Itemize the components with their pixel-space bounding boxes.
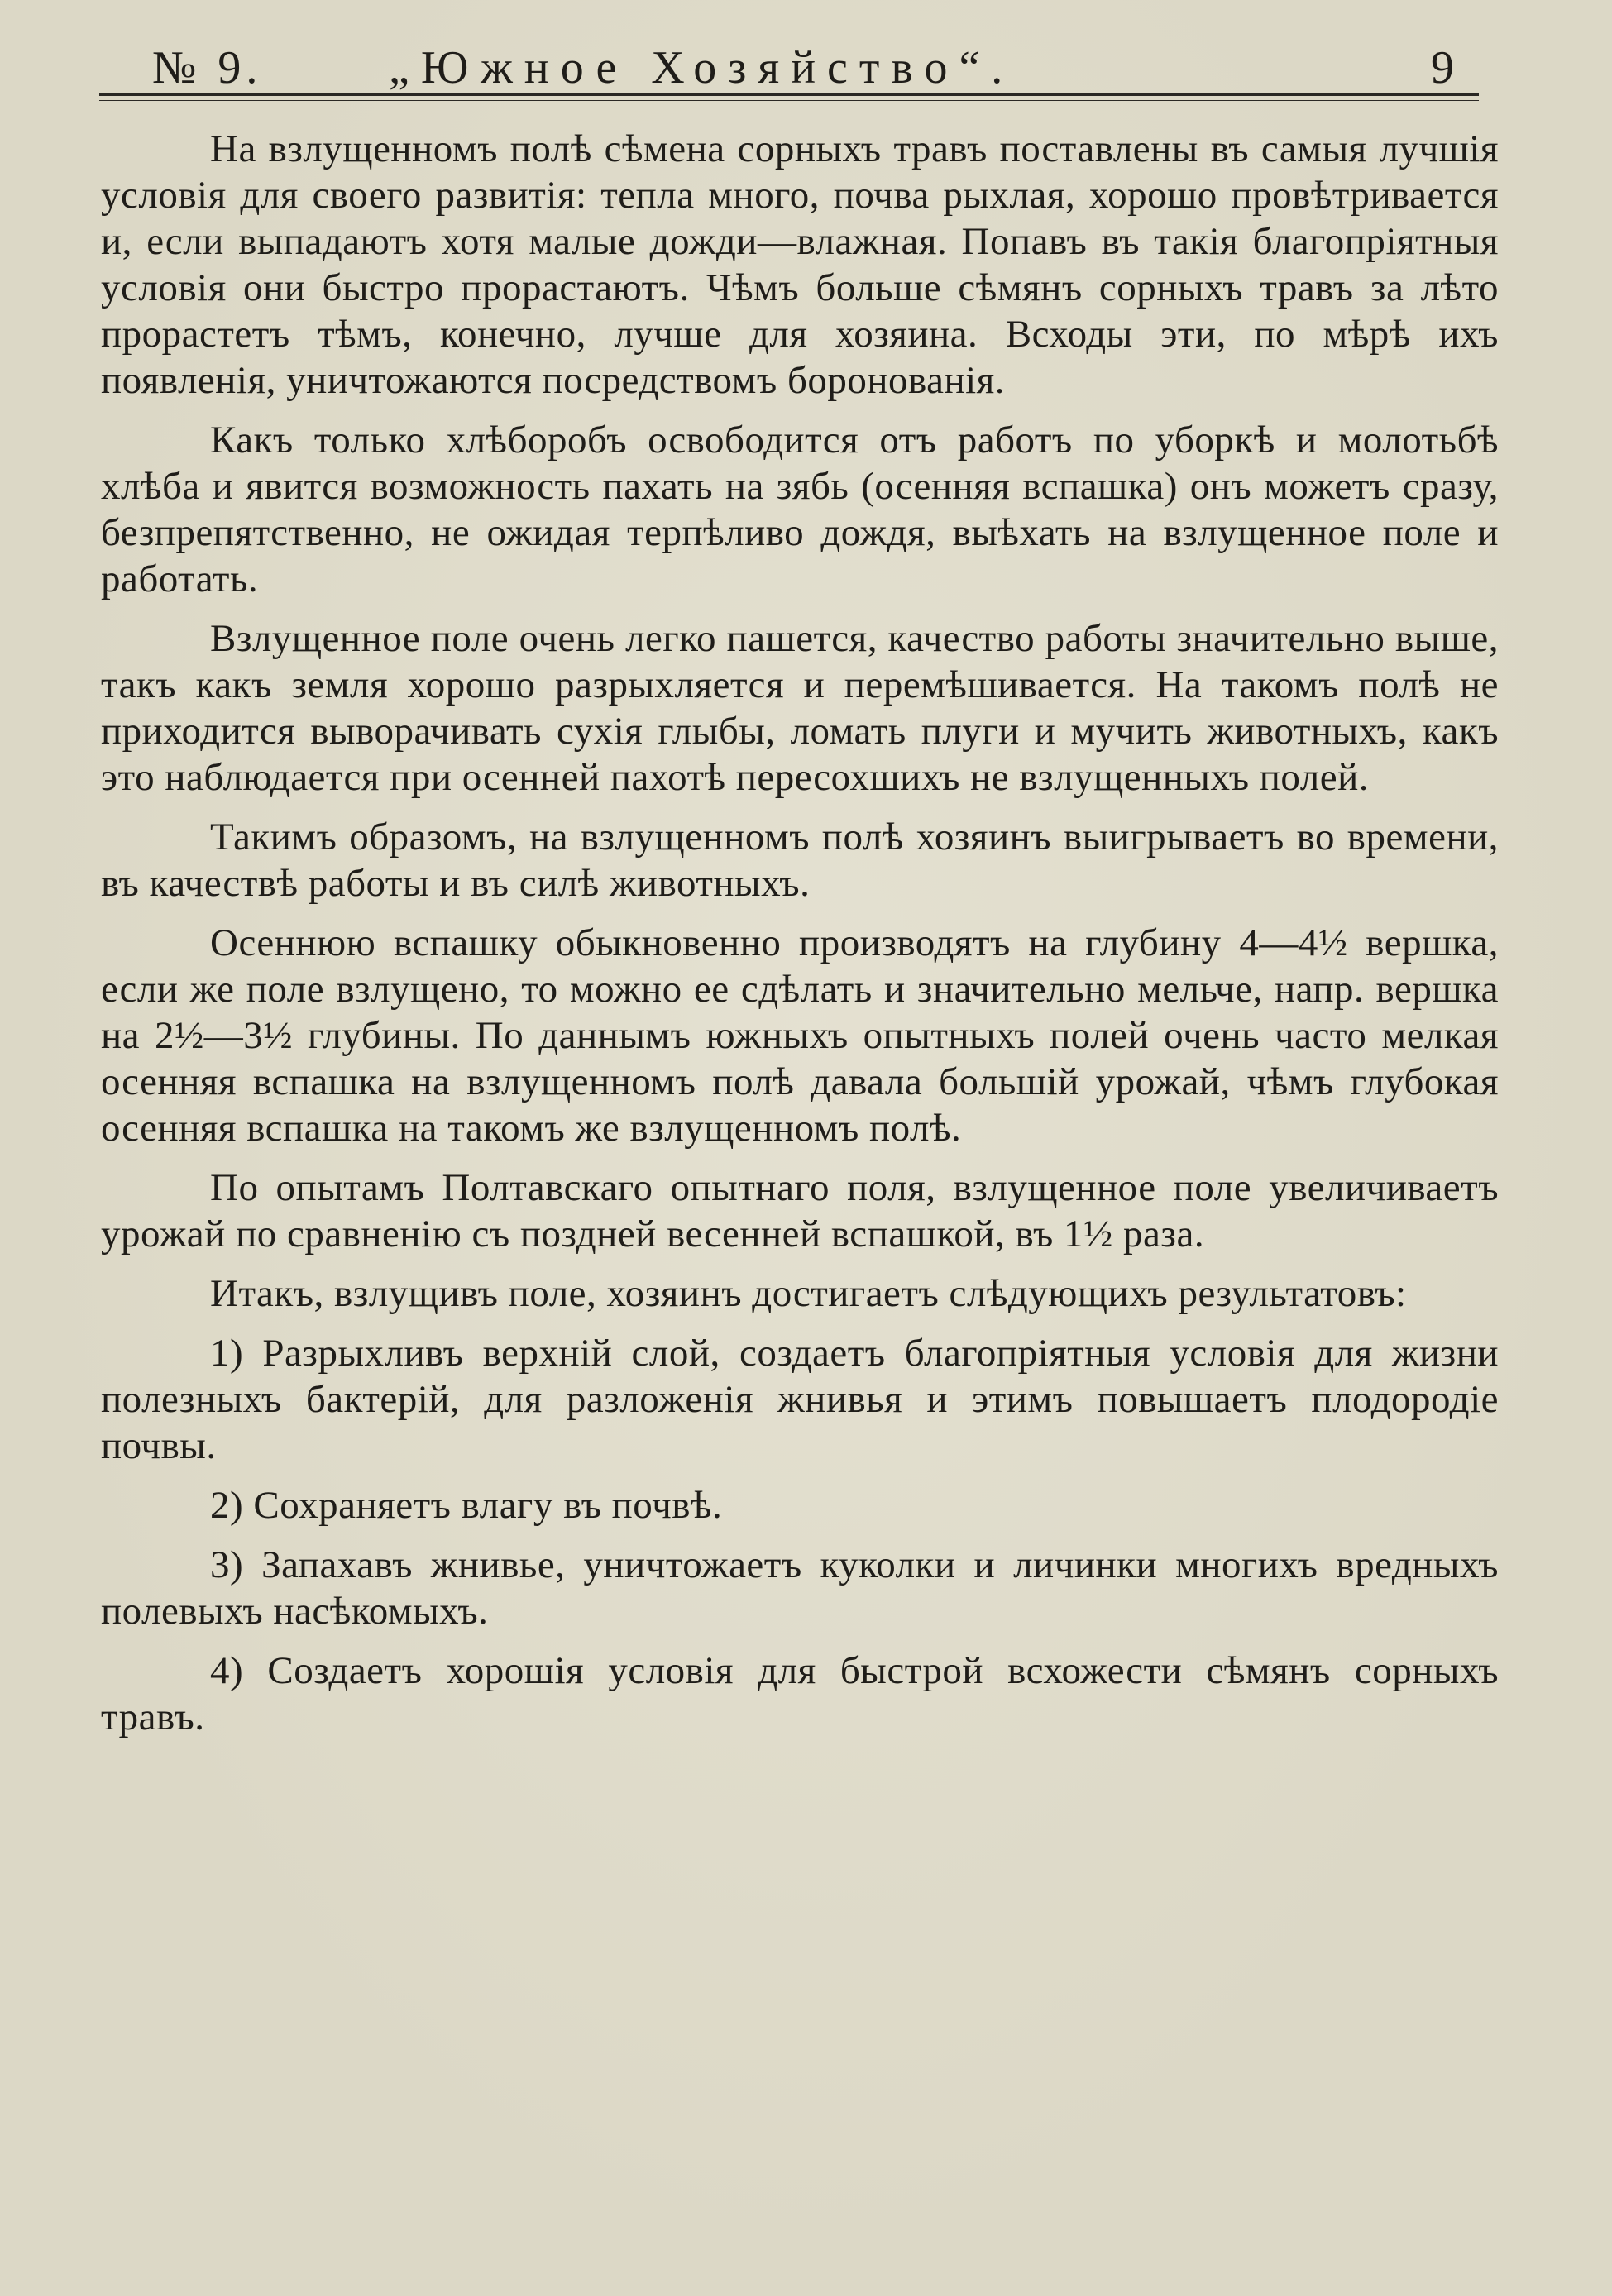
header-rule-thin	[99, 100, 1479, 101]
paragraph-results-intro: Итакъ, взлущивъ поле, хозяинъ достигаетъ слѣдующихъ результатовъ:	[210, 1272, 1407, 1315]
journal-title: „Южное Хозяйство“.	[389, 42, 1015, 93]
page-number: 9	[1431, 42, 1454, 93]
result-item-1: 1) Разрыхливъ верхній слой, создаетъ благопріятныя условія для жизни полезныхъ бактерій, для разложенія жнивья и этимъ повышаетъ плодородіе почвы.	[101, 1332, 1499, 1467]
result-item-3: 3) Запахавъ жнивье, уничтожаетъ куколки и личинки многихъ вредныхъ полевыхъ насѣкомыхъ.	[101, 1543, 1499, 1633]
header-rule-thick	[99, 93, 1479, 96]
result-item-2: 2) Сохраняетъ влагу въ почвѣ.	[210, 1484, 723, 1527]
issue-number: № 9.	[152, 42, 263, 93]
paragraph-autumn-plowing-start: Какъ только хлѣборобъ освободится отъ работъ по уборкѣ и молотьбѣ хлѣба и явится возможность пахать на зябь (осенняя вспашка) онъ можетъ сразу, безпрепятственно, не ожидая терпѣливо дождя, выѣхать на взлущенное поле и работать.	[101, 419, 1499, 600]
paragraph-gains: Такимъ образомъ, на взлущенномъ полѣ хозяинъ выигрываетъ во времени, въ качествѣ работы и въ силѣ животныхъ.	[101, 816, 1499, 905]
paragraph-weeds-sprouting: На взлущенномъ полѣ сѣмена сорныхъ травъ поставлены въ самыя лучшія условія для своего развитія: тепла много, почва рыхлая, хорошо провѣтривается и, если выпадаютъ хотя малые дожди—влажная. Попавъ въ такія благопріятныя условія они быстро прорастаютъ. Чѣмъ больше сѣмянъ сорныхъ травъ за лѣто прорастетъ тѣмъ, конечно, лучше для хозяина. Всходы эти, по мѣрѣ ихъ появленія, уничтожаются посредствомъ боронованія.	[101, 127, 1499, 402]
result-item-4: 4) Создаетъ хорошія условія для быстрой всхожести сѣмянъ сорныхъ травъ.	[101, 1649, 1499, 1739]
paragraph-poltava-results: По опытамъ Полтавскаго опытнаго поля, взлущенное поле увеличиваетъ урожай по сравненію съ поздней весенней вспашкой, въ 1½ раза.	[101, 1166, 1499, 1256]
paragraph-plowing-quality: Взлущенное поле очень легко пашется, качество работы значительно выше, такъ какъ земля хорошо разрыхляется и перемѣшивается. На такомъ полѣ не приходится выворачивать сухія глыбы, ломать плуги и мучить животныхъ, какъ это наблюдается при осенней пахотѣ пересохшихъ не взлущенныхъ полей.	[101, 617, 1499, 799]
page-header	[99, 36, 1479, 96]
article-body	[101, 126, 1499, 1753]
paragraph-plowing-depth: Осеннюю вспашку обыкновенно производятъ на глубину 4—4½ вершка, если же поле взлущено, то можно ее сдѣлать и значительно мельче, напр. вершка на 2½—3½ глубины. По даннымъ южныхъ опытныхъ полей очень часто мелкая осенняя вспашка на взлущенномъ полѣ давала большій урожай, чѣмъ глубокая осенняя вспашка на такомъ же взлущенномъ полѣ.	[101, 921, 1499, 1150]
